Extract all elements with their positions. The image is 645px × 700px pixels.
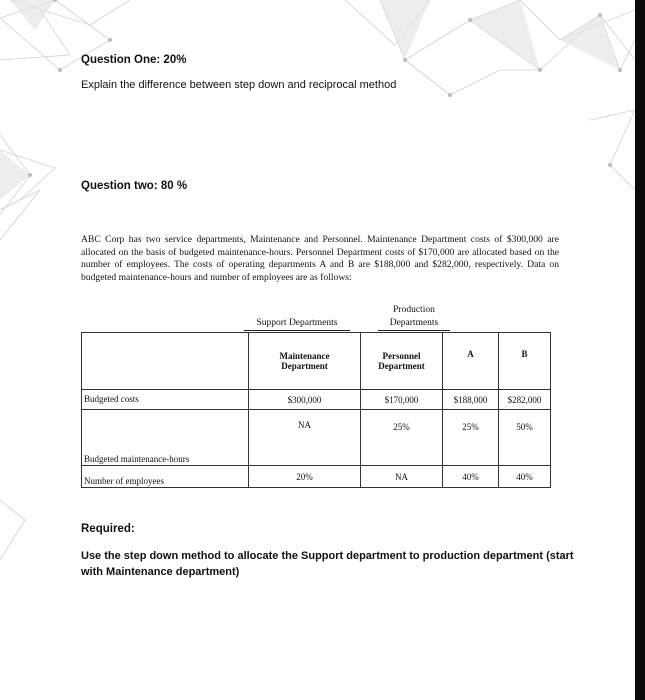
required-text: Use the step down method to allocate the Support department to production department (start with Maintenance department)	[81, 550, 574, 578]
cell-maintenance: NA	[249, 410, 361, 466]
cell-maintenance: $300,000	[249, 390, 361, 410]
cell-personnel: 25%	[361, 410, 443, 466]
header-empty-cell	[82, 333, 249, 390]
cell-dept-b: 50%	[499, 410, 551, 466]
production-departments-label-line2: Departments	[389, 318, 439, 328]
question-two-paragraph: ABC Corp has two service departments, Maintenance and Personnel. Maintenance Department costs of $300,000 are allocated on the basis of budgeted maintenance-hours. Personnel Department costs of $170,000 are allocated based on the number of employees. The costs of operating departments A and B are $188,000 and $282,000, respectively. Data on budgeted maintenance-hours and number of employees are as follows:	[81, 234, 559, 283]
header-maintenance: Maintenance Department	[249, 333, 361, 390]
cell-dept-a: 25%	[443, 410, 499, 466]
cell-personnel: $170,000	[361, 390, 443, 410]
right-edge-border	[635, 0, 645, 700]
cell-maintenance: 20%	[249, 466, 361, 488]
question-two-title: Question two: 80 %	[81, 180, 188, 192]
cost-data-table	[81, 332, 551, 488]
header-dept-a: A	[443, 333, 499, 390]
production-departments-label-line1: Production	[393, 305, 435, 315]
cell-personnel: NA	[361, 466, 443, 488]
production-departments-underline	[378, 330, 450, 331]
cell-dept-b: 40%	[499, 466, 551, 488]
row-label-maintenance-hours: Budgeted maintenance-hours	[82, 410, 249, 466]
header-personnel: Personnel Department	[361, 333, 443, 390]
cell-dept-a: $188,000	[443, 390, 499, 410]
table-row	[82, 410, 551, 466]
support-departments-underline	[244, 330, 350, 331]
cell-dept-b: $282,000	[499, 390, 551, 410]
table-row	[82, 466, 551, 488]
support-departments-label: Support Departments	[256, 318, 338, 328]
question-one-title: Question One: 20%	[81, 54, 187, 66]
row-label-number-of-employees: Number of employees	[82, 466, 249, 488]
table-header-row	[82, 333, 551, 390]
required-title: Required:	[81, 523, 135, 535]
header-dept-b: B	[499, 333, 551, 390]
cell-dept-a: 40%	[443, 466, 499, 488]
row-label-budgeted-costs: Budgeted costs	[82, 390, 249, 410]
table-row	[82, 390, 551, 410]
question-one-text: Explain the difference between step down and reciprocal method	[81, 79, 397, 91]
